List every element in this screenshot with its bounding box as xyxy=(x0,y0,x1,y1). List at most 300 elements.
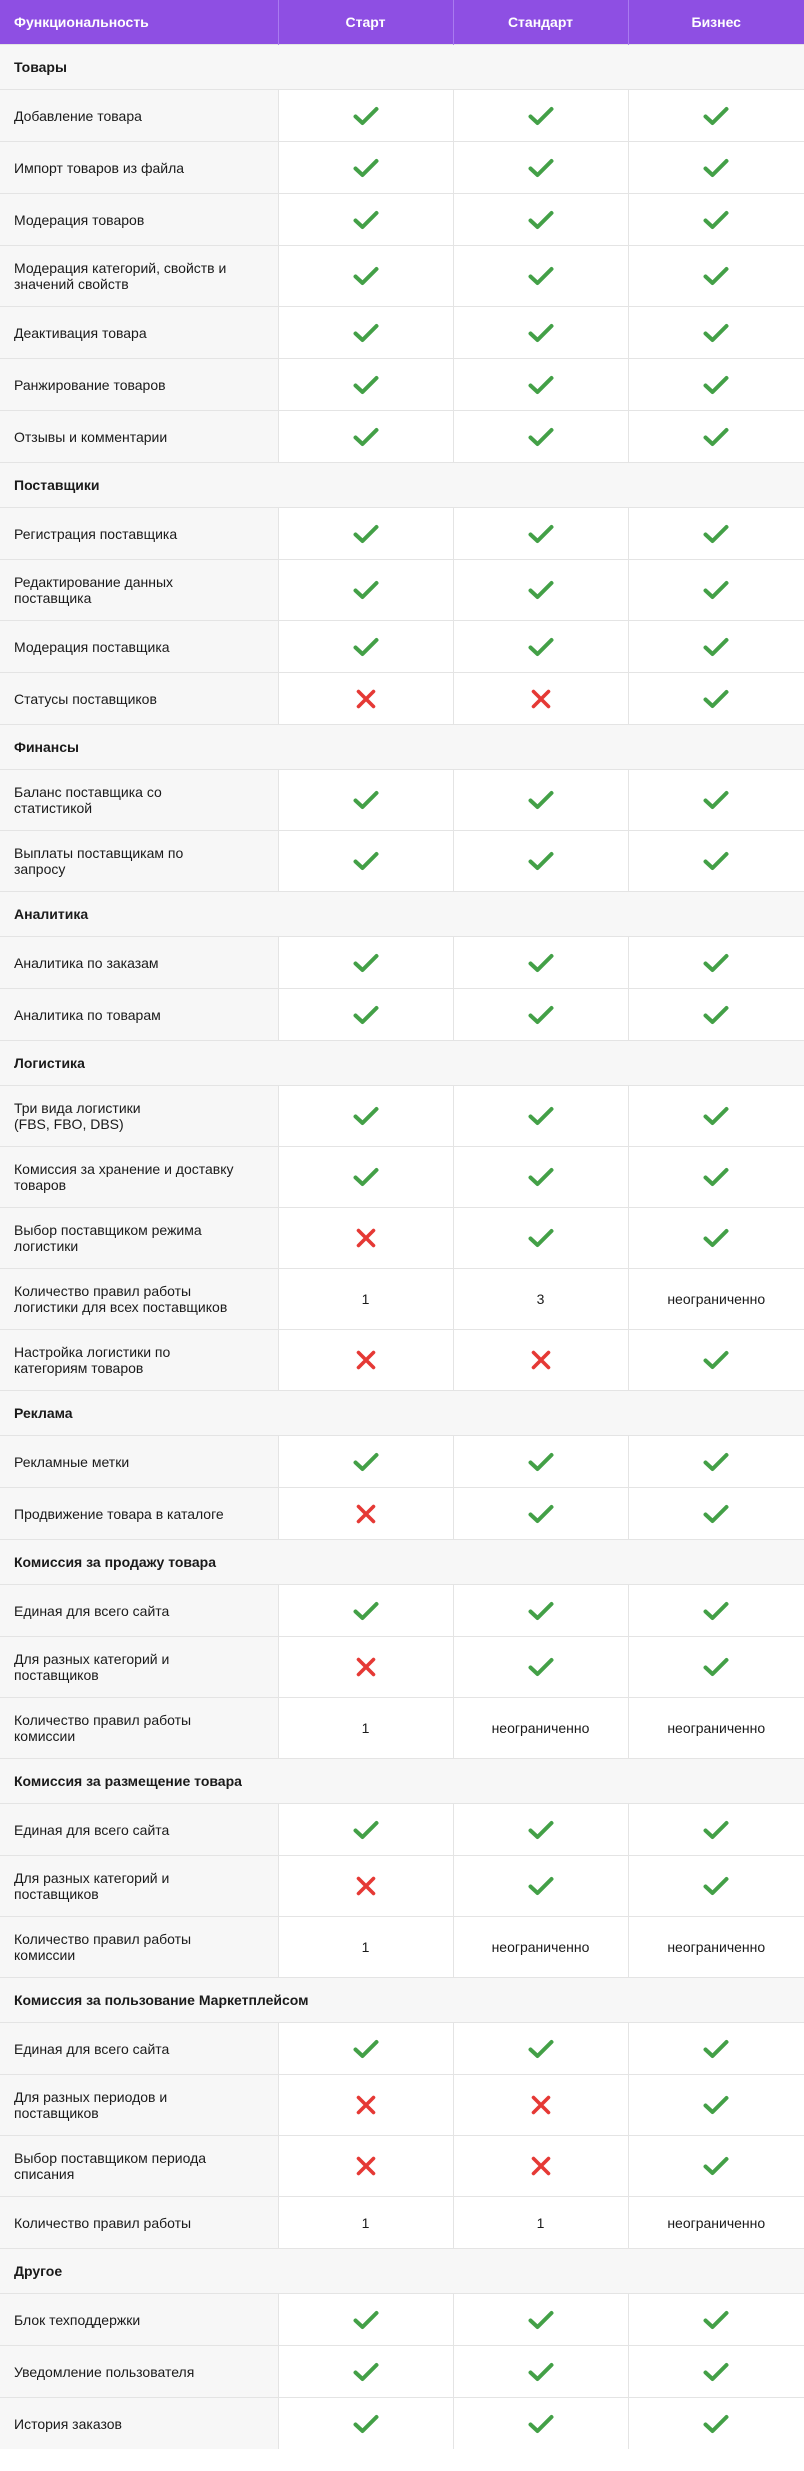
table-row xyxy=(0,2398,804,2450)
plan-value-text: 1 xyxy=(361,1720,370,1736)
feature-label: Деактивация товара xyxy=(0,307,278,359)
plan-cell-business xyxy=(628,560,804,621)
plan-cell-standard xyxy=(453,621,628,673)
feature-label: Добавление товара xyxy=(0,90,278,142)
plan-cell-business xyxy=(628,2023,804,2075)
table-row xyxy=(0,2136,804,2197)
section-header-row xyxy=(0,1540,804,1585)
plan-cell-standard xyxy=(453,411,628,463)
feature-label: Редактирование данных поставщика xyxy=(0,560,278,621)
plan-cell-business xyxy=(628,359,804,411)
check-icon xyxy=(353,210,379,230)
check-icon xyxy=(353,851,379,871)
cross-icon xyxy=(355,688,377,710)
plan-cell-standard xyxy=(453,1147,628,1208)
table-row xyxy=(0,142,804,194)
plan-cell-standard xyxy=(453,2075,628,2136)
plan-cell-business xyxy=(628,1698,804,1759)
section-header-row xyxy=(0,2249,804,2294)
plan-cell-start xyxy=(278,90,453,142)
plan-cell-business xyxy=(628,621,804,673)
section-header-row xyxy=(0,1978,804,2023)
cross-icon xyxy=(355,2094,377,2116)
cross-icon xyxy=(530,2094,552,2116)
table-row xyxy=(0,90,804,142)
table-row xyxy=(0,1637,804,1698)
plan-cell-standard xyxy=(453,142,628,194)
feature-label: Модерация категорий, свойств и значений свойств xyxy=(0,246,278,307)
plan-cell-standard xyxy=(453,1208,628,1269)
plan-cell-business xyxy=(628,937,804,989)
check-icon xyxy=(353,427,379,447)
plan-cell-start xyxy=(278,1585,453,1637)
plan-cell-standard xyxy=(453,246,628,307)
plan-cell-start xyxy=(278,621,453,673)
feature-label: История заказов xyxy=(0,2398,278,2450)
plan-value-text: неограниченно xyxy=(491,1939,590,1955)
plan-value-text: 1 xyxy=(361,1291,370,1307)
plan-cell-start xyxy=(278,1086,453,1147)
check-icon xyxy=(528,1228,554,1248)
plan-cell-business xyxy=(628,194,804,246)
check-icon xyxy=(703,1350,729,1370)
cross-icon xyxy=(530,2155,552,2177)
table-row xyxy=(0,359,804,411)
table-row xyxy=(0,989,804,1041)
table-row xyxy=(0,1208,804,1269)
check-icon xyxy=(353,1820,379,1840)
check-icon xyxy=(528,1876,554,1896)
feature-label: Рекламные метки xyxy=(0,1436,278,1488)
plan-cell-start xyxy=(278,1856,453,1917)
plan-cell-standard xyxy=(453,194,628,246)
check-icon xyxy=(703,953,729,973)
plan-cell-business xyxy=(628,411,804,463)
check-icon xyxy=(703,158,729,178)
plan-value-text: неограниченно xyxy=(667,1939,766,1955)
table-row xyxy=(0,2197,804,2249)
plan-cell-standard xyxy=(453,307,628,359)
plan-cell-business xyxy=(628,246,804,307)
plan-cell-standard xyxy=(453,1086,628,1147)
check-icon xyxy=(528,2362,554,2382)
plan-cell-business xyxy=(628,2398,804,2450)
check-icon xyxy=(703,323,729,343)
plan-cell-standard xyxy=(453,1804,628,1856)
plan-value-text: 1 xyxy=(536,2214,545,2231)
table-row xyxy=(0,937,804,989)
feature-label: Для разных периодов и поставщиков xyxy=(0,2075,278,2136)
table-row xyxy=(0,673,804,725)
plan-cell-start xyxy=(278,411,453,463)
check-icon xyxy=(353,375,379,395)
plan-cell-start xyxy=(278,1147,453,1208)
feature-label: Баланс поставщика со статистикой xyxy=(0,770,278,831)
plan-value-text: неограниченно xyxy=(491,1720,590,1736)
plan-cell-standard xyxy=(453,508,628,560)
plan-cell-start xyxy=(278,2075,453,2136)
check-icon xyxy=(353,1601,379,1621)
plan-cell-business xyxy=(628,1856,804,1917)
check-icon xyxy=(528,323,554,343)
plan-cell-start xyxy=(278,2023,453,2075)
check-icon xyxy=(353,2414,379,2434)
plan-header-standard: Стандарт xyxy=(453,0,628,45)
plan-cell-start xyxy=(278,1330,453,1391)
check-icon xyxy=(528,106,554,126)
feature-label: Три вида логистики (FBS, FBO, DBS) xyxy=(0,1086,278,1147)
plan-cell-start xyxy=(278,1436,453,1488)
section-title: Логистика xyxy=(0,1041,804,1086)
plan-cell-standard xyxy=(453,1917,628,1978)
check-icon xyxy=(703,266,729,286)
feature-label: Количество правил работы комиссии xyxy=(0,1698,278,1759)
plan-cell-standard xyxy=(453,1585,628,1637)
plan-header-start: Старт xyxy=(278,0,453,45)
section-title: Комиссия за пользование Маркетплейсом xyxy=(0,1978,804,2023)
check-icon xyxy=(528,953,554,973)
feature-label: Блок техподдержки xyxy=(0,2294,278,2346)
feature-label: Количество правил работы xyxy=(0,2197,278,2249)
cross-icon xyxy=(355,1875,377,1897)
plan-cell-start xyxy=(278,673,453,725)
section-title: Финансы xyxy=(0,725,804,770)
check-icon xyxy=(353,953,379,973)
check-icon xyxy=(703,210,729,230)
plan-cell-business xyxy=(628,307,804,359)
check-icon xyxy=(528,1167,554,1187)
feature-label: Единая для всего сайта xyxy=(0,1585,278,1637)
check-icon xyxy=(703,851,729,871)
plan-cell-start xyxy=(278,2136,453,2197)
feature-label: Выплаты поставщикам по запросу xyxy=(0,831,278,892)
check-icon xyxy=(703,524,729,544)
section-title: Другое xyxy=(0,2249,804,2294)
plan-cell-business xyxy=(628,1637,804,1698)
check-icon xyxy=(353,637,379,657)
feature-label: Настройка логистики по категориям товаров xyxy=(0,1330,278,1391)
feature-label: Выбор поставщиком режима логистики xyxy=(0,1208,278,1269)
feature-label: Ранжирование товаров xyxy=(0,359,278,411)
section-title: Аналитика xyxy=(0,892,804,937)
check-icon xyxy=(353,1452,379,1472)
plan-cell-start xyxy=(278,1269,453,1330)
table-row xyxy=(0,560,804,621)
plan-cell-start xyxy=(278,1637,453,1698)
plan-value-text: 1 xyxy=(361,1939,370,1955)
plan-cell-business xyxy=(628,2075,804,2136)
check-icon xyxy=(528,158,554,178)
check-icon xyxy=(353,1005,379,1025)
plan-cell-standard xyxy=(453,1856,628,1917)
section-title: Комиссия за продажу товара xyxy=(0,1540,804,1585)
check-icon xyxy=(703,2095,729,2115)
check-icon xyxy=(703,790,729,810)
plan-cell-start xyxy=(278,508,453,560)
table-row xyxy=(0,307,804,359)
plan-cell-standard xyxy=(453,2346,628,2398)
check-icon xyxy=(528,851,554,871)
plan-cell-standard xyxy=(453,1269,628,1330)
check-icon xyxy=(703,1452,729,1472)
plan-cell-business xyxy=(628,673,804,725)
feature-label: Количество правил работы логистики для всех поставщиков xyxy=(0,1269,278,1330)
check-icon xyxy=(353,266,379,286)
plan-cell-business xyxy=(628,1269,804,1330)
check-icon xyxy=(528,375,554,395)
plan-cell-start xyxy=(278,989,453,1041)
plan-value-text: 3 xyxy=(536,1291,545,1307)
check-icon xyxy=(703,2310,729,2330)
table-row xyxy=(0,246,804,307)
cross-icon xyxy=(355,1227,377,1249)
check-icon xyxy=(703,2156,729,2176)
plan-cell-standard xyxy=(453,1330,628,1391)
feature-label: Модерация поставщика xyxy=(0,621,278,673)
plan-value-text: неограниченно xyxy=(667,1291,766,1307)
table-row xyxy=(0,1917,804,1978)
feature-column-header: Функциональность xyxy=(0,0,278,45)
table-row xyxy=(0,1804,804,1856)
table-row xyxy=(0,1698,804,1759)
check-icon xyxy=(528,266,554,286)
plan-cell-start xyxy=(278,2398,453,2450)
check-icon xyxy=(703,1005,729,1025)
section-header-row xyxy=(0,725,804,770)
check-icon xyxy=(703,637,729,657)
plan-value-text: неограниченно xyxy=(667,1720,766,1736)
plan-cell-standard xyxy=(453,560,628,621)
plan-cell-start xyxy=(278,1488,453,1540)
check-icon xyxy=(353,790,379,810)
section-header-row xyxy=(0,45,804,90)
plan-cell-business xyxy=(628,2136,804,2197)
check-icon xyxy=(528,427,554,447)
check-icon xyxy=(353,580,379,600)
check-icon xyxy=(353,1167,379,1187)
check-icon xyxy=(703,1601,729,1621)
plan-cell-start xyxy=(278,770,453,831)
table-row xyxy=(0,1585,804,1637)
plan-cell-start xyxy=(278,831,453,892)
plan-cell-business xyxy=(628,142,804,194)
plan-cell-start xyxy=(278,1804,453,1856)
feature-label: Комиссия за хранение и доставку товаров xyxy=(0,1147,278,1208)
check-icon xyxy=(528,1504,554,1524)
plan-cell-standard xyxy=(453,1698,628,1759)
plan-value-text: неограниченно xyxy=(667,2214,766,2231)
cross-icon xyxy=(355,2155,377,2177)
table-row xyxy=(0,1436,804,1488)
plan-cell-start xyxy=(278,359,453,411)
plan-cell-standard xyxy=(453,2294,628,2346)
check-icon xyxy=(528,1106,554,1126)
feature-label: Аналитика по заказам xyxy=(0,937,278,989)
table-row xyxy=(0,621,804,673)
table-row xyxy=(0,1269,804,1330)
plan-cell-standard xyxy=(453,1637,628,1698)
section-title: Комиссия за размещение товара xyxy=(0,1759,804,1804)
plan-cell-business xyxy=(628,831,804,892)
plan-cell-standard xyxy=(453,831,628,892)
section-title: Поставщики xyxy=(0,463,804,508)
plan-cell-start xyxy=(278,142,453,194)
check-icon xyxy=(353,323,379,343)
check-icon xyxy=(703,427,729,447)
feature-label: Уведомление пользователя xyxy=(0,2346,278,2398)
section-header-row xyxy=(0,463,804,508)
plan-header-business: Бизнес xyxy=(628,0,804,45)
table-row xyxy=(0,831,804,892)
plan-cell-business xyxy=(628,1436,804,1488)
cross-icon xyxy=(530,1349,552,1371)
plan-cell-standard xyxy=(453,359,628,411)
feature-label: Отзывы и комментарии xyxy=(0,411,278,463)
section-header-row xyxy=(0,1759,804,1804)
check-icon xyxy=(528,1657,554,1677)
plan-cell-standard xyxy=(453,770,628,831)
cross-icon xyxy=(355,1656,377,1678)
plan-cell-business xyxy=(628,90,804,142)
plan-cell-business xyxy=(628,1488,804,1540)
table-row xyxy=(0,1488,804,1540)
plan-cell-business xyxy=(628,508,804,560)
plan-cell-business xyxy=(628,1917,804,1978)
plan-cell-start xyxy=(278,2197,453,2249)
plan-cell-start xyxy=(278,2294,453,2346)
plan-cell-standard xyxy=(453,2023,628,2075)
table-body xyxy=(0,45,804,2450)
cross-icon xyxy=(355,1503,377,1525)
plan-cell-start xyxy=(278,246,453,307)
feature-label: Единая для всего сайта xyxy=(0,1804,278,1856)
cross-icon xyxy=(355,1349,377,1371)
check-icon xyxy=(528,2039,554,2059)
feature-label: Регистрация поставщика xyxy=(0,508,278,560)
check-icon xyxy=(528,637,554,657)
section-header-row xyxy=(0,892,804,937)
table-row xyxy=(0,1330,804,1391)
check-icon xyxy=(703,1657,729,1677)
check-icon xyxy=(703,106,729,126)
plan-cell-start xyxy=(278,1698,453,1759)
feature-label: Единая для всего сайта xyxy=(0,2023,278,2075)
plan-cell-start xyxy=(278,2346,453,2398)
plan-cell-business xyxy=(628,770,804,831)
table-row xyxy=(0,2346,804,2398)
check-icon xyxy=(703,1504,729,1524)
check-icon xyxy=(528,790,554,810)
check-icon xyxy=(528,580,554,600)
section-header-row xyxy=(0,1041,804,1086)
plan-cell-start xyxy=(278,937,453,989)
check-icon xyxy=(703,689,729,709)
plan-cell-business xyxy=(628,2197,804,2249)
plan-cell-standard xyxy=(453,1436,628,1488)
check-icon xyxy=(703,1876,729,1896)
table-row xyxy=(0,1147,804,1208)
plan-cell-business xyxy=(628,1086,804,1147)
plan-cell-business xyxy=(628,2346,804,2398)
plan-cell-start xyxy=(278,560,453,621)
cross-icon xyxy=(530,688,552,710)
check-icon xyxy=(528,2414,554,2434)
plan-value-text: 1 xyxy=(361,2214,370,2231)
plan-cell-standard xyxy=(453,2197,628,2249)
check-icon xyxy=(703,1228,729,1248)
check-icon xyxy=(703,2414,729,2434)
check-icon xyxy=(353,2362,379,2382)
check-icon xyxy=(528,1601,554,1621)
feature-label: Для разных категорий и поставщиков xyxy=(0,1856,278,1917)
feature-label: Аналитика по товарам xyxy=(0,989,278,1041)
check-icon xyxy=(703,1167,729,1187)
feature-label: Выбор поставщиком периода списания xyxy=(0,2136,278,2197)
check-icon xyxy=(353,2310,379,2330)
table-row xyxy=(0,411,804,463)
plan-cell-business xyxy=(628,2294,804,2346)
plan-cell-start xyxy=(278,194,453,246)
plan-cell-standard xyxy=(453,937,628,989)
check-icon xyxy=(703,375,729,395)
plan-cell-standard xyxy=(453,90,628,142)
check-icon xyxy=(528,1005,554,1025)
plan-cell-business xyxy=(628,1330,804,1391)
table-row xyxy=(0,2023,804,2075)
section-title: Реклама xyxy=(0,1391,804,1436)
check-icon xyxy=(353,1106,379,1126)
plan-cell-standard xyxy=(453,673,628,725)
feature-label: Для разных категорий и поставщиков xyxy=(0,1637,278,1698)
table-row xyxy=(0,1856,804,1917)
plan-cell-standard xyxy=(453,989,628,1041)
plan-cell-business xyxy=(628,1585,804,1637)
table-row xyxy=(0,508,804,560)
feature-label: Количество правил работы комиссии xyxy=(0,1917,278,1978)
table-header-row xyxy=(0,0,804,45)
feature-label: Продвижение товара в каталоге xyxy=(0,1488,278,1540)
check-icon xyxy=(353,524,379,544)
feature-label: Статусы поставщиков xyxy=(0,673,278,725)
plan-cell-business xyxy=(628,1147,804,1208)
table-row xyxy=(0,2294,804,2346)
check-icon xyxy=(353,158,379,178)
section-title: Товары xyxy=(0,45,804,90)
check-icon xyxy=(528,524,554,544)
check-icon xyxy=(703,2362,729,2382)
feature-label: Импорт товаров из файла xyxy=(0,142,278,194)
plan-cell-standard xyxy=(453,2398,628,2450)
check-icon xyxy=(528,1820,554,1840)
plan-cell-business xyxy=(628,989,804,1041)
table-row xyxy=(0,1086,804,1147)
table-row xyxy=(0,194,804,246)
plan-cell-standard xyxy=(453,1488,628,1540)
section-header-row xyxy=(0,1391,804,1436)
plan-cell-business xyxy=(628,1208,804,1269)
check-icon xyxy=(528,210,554,230)
check-icon xyxy=(353,106,379,126)
check-icon xyxy=(353,2039,379,2059)
check-icon xyxy=(528,1452,554,1472)
table-row xyxy=(0,770,804,831)
feature-label: Модерация товаров xyxy=(0,194,278,246)
plan-cell-start xyxy=(278,1208,453,1269)
plan-cell-start xyxy=(278,1917,453,1978)
check-icon xyxy=(528,2310,554,2330)
check-icon xyxy=(703,2039,729,2059)
plan-cell-business xyxy=(628,1804,804,1856)
